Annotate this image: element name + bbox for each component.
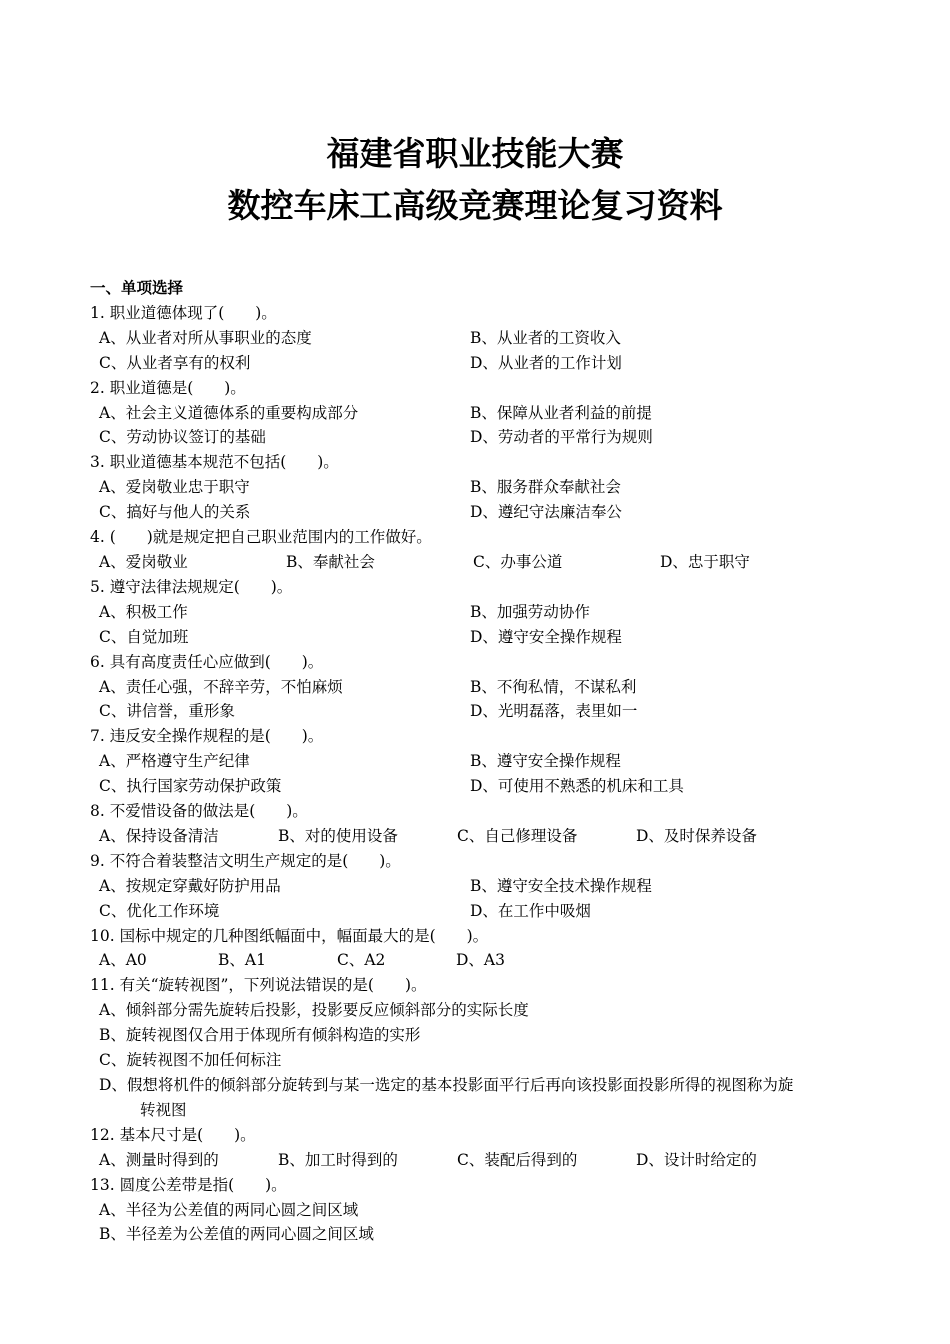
- document-title: 福建省职业技能大赛: [326, 134, 624, 173]
- question-stem: 8. 不爱惜设备的做法是( )。: [90, 802, 308, 821]
- option-d: D、在工作中吸烟: [470, 901, 591, 920]
- option-d: D、设计时给定的: [636, 1150, 757, 1169]
- option-d: D、及时保养设备: [636, 826, 757, 845]
- option-b: B、遵守安全操作规程: [470, 752, 621, 771]
- question-stem: 6. 具有高度责任心应做到( )。: [90, 652, 324, 671]
- option-a: A、倾斜部分需先旋转后投影，投影要反应倾斜部分的实际长度: [99, 1001, 529, 1020]
- option-d: D、遵守安全操作规程: [470, 627, 622, 646]
- option-a: A、社会主义道德体系的重要构成部分: [99, 403, 359, 422]
- question-stem: 7. 违反安全操作规程的是( )。: [90, 727, 324, 746]
- question-stem: 11. 有关“旋转视图”，下列说法错误的是( )。: [90, 976, 427, 995]
- question-stem: 5. 遵守法律法规规定( )。: [90, 577, 293, 596]
- option-d: D、光明磊落，表里如一: [470, 702, 638, 721]
- option-d: D、A3: [456, 951, 505, 970]
- option-b: B、旋转视图仅合用于体现所有倾斜构造的实形: [99, 1026, 421, 1045]
- option-c: C、A2: [337, 951, 386, 970]
- option-c: C、优化工作环境: [99, 901, 220, 920]
- option-d-line2: 转视图: [140, 1100, 187, 1119]
- option-a: A、积极工作: [99, 602, 188, 621]
- option-b: B、从业者的工资收入: [470, 328, 621, 347]
- option-c: C、从业者享有的权利: [99, 353, 251, 372]
- option-a: A、从业者对所从事职业的态度: [99, 328, 312, 347]
- option-b: B、A1: [218, 951, 266, 970]
- option-c: C、劳动协议签订的基础: [99, 428, 266, 447]
- option-a: A、爱岗敬业忠于职守: [99, 478, 250, 497]
- question-stem: 12. 基本尺寸是( )。: [90, 1125, 256, 1144]
- option-d: D、可使用不熟悉的机床和工具: [470, 777, 684, 796]
- option-b: B、奉献社会: [286, 552, 375, 571]
- question-list: [90, 276, 870, 1247]
- option-a: A、爱岗敬业: [99, 552, 188, 571]
- section-heading: 一、单项选择: [90, 278, 184, 297]
- option-d: [90, 1073, 870, 1123]
- option-d: D、遵纪守法廉洁奉公: [470, 503, 622, 522]
- option-c: C、自觉加班: [99, 627, 189, 646]
- question-stem: 13. 圆度公差带是指( )。: [90, 1175, 287, 1194]
- option-a: A、按规定穿戴好防护用品: [99, 876, 281, 895]
- option-b: B、遵守安全技术操作规程: [470, 876, 652, 895]
- question-stem: 9. 不符合着装整洁文明生产规定的是( )。: [90, 851, 401, 870]
- option-c: C、办事公道: [473, 552, 563, 571]
- option-a: A、保持设备清洁: [99, 826, 219, 845]
- question-stem: 4. ( )就是规定把自己职业范围内的工作做好。: [90, 528, 432, 547]
- option-b: B、加强劳动协作: [470, 602, 590, 621]
- option-a: A、责任心强，不辞辛劳，不怕麻烦: [99, 677, 343, 696]
- option-d: D、劳动者的平常行为规则: [470, 428, 653, 447]
- question-stem: 1. 职业道德体现了( )。: [90, 303, 277, 322]
- option-c: C、执行国家劳动保护政策: [99, 777, 282, 796]
- option-d: D、从业者的工作计划: [470, 353, 622, 372]
- option-b: B、服务群众奉献社会: [470, 478, 621, 497]
- option-c: C、讲信誉，重形象: [99, 702, 235, 721]
- question-stem: 2. 职业道德是( )。: [90, 378, 246, 397]
- option-a: A、半径为公差值的两同心圆之间区域: [99, 1200, 359, 1219]
- option-d-line1: D、假想将机件的倾斜部分旋转到与某一选定的基本投影面平行后再向该投影面投影所得的视图称为旋: [99, 1076, 794, 1094]
- option-c: C、自己修理设备: [457, 826, 578, 845]
- option-b: B、不徇私情，不谋私利: [470, 677, 637, 696]
- option-b: B、加工时得到的: [278, 1150, 398, 1169]
- option-b: B、半径差为公差值的两同心圆之间区域: [99, 1225, 374, 1244]
- option-c: C、装配后得到的: [457, 1150, 578, 1169]
- option-a: A、A0: [99, 951, 147, 970]
- option-c: C、搞好与他人的关系: [99, 503, 251, 522]
- question-stem: 3. 职业道德基本规范不包括( )。: [90, 453, 339, 472]
- option-c: C、旋转视图不加任何标注: [99, 1051, 282, 1070]
- option-a: A、严格遵守生产纪律: [99, 752, 250, 771]
- question-stem: 10. 国标中规定的几种图纸幅面中，幅面最大的是( )。: [90, 926, 489, 945]
- option-b: B、保障从业者利益的前提: [470, 403, 652, 422]
- option-b: B、对的使用设备: [278, 826, 398, 845]
- option-d: D、忠于职守: [660, 552, 750, 571]
- document-subtitle: 数控车床工高级竞赛理论复习资料: [227, 186, 723, 225]
- option-a: A、测量时得到的: [99, 1150, 219, 1169]
